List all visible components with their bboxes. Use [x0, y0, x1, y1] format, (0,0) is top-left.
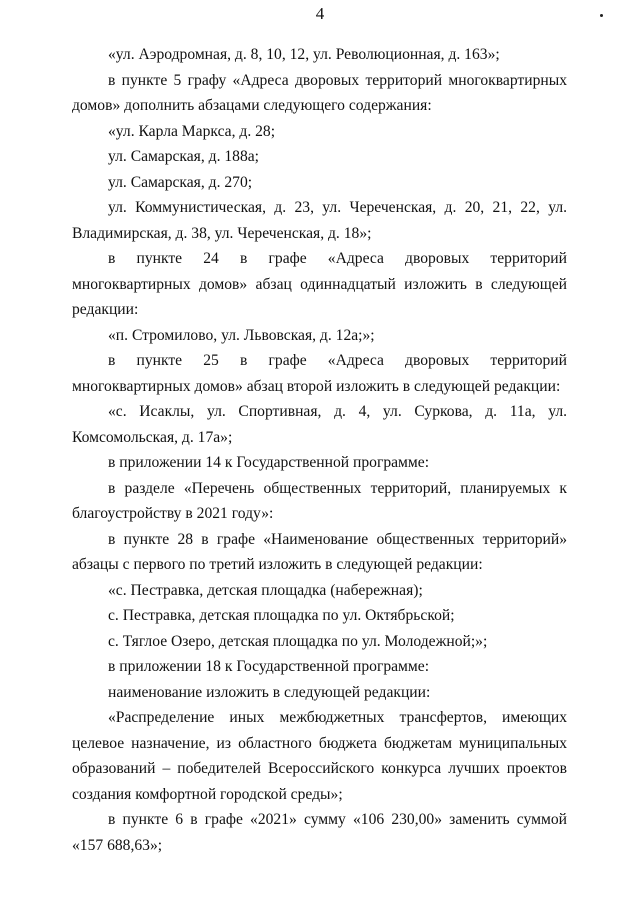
paragraph: «Распределение иных межбюджетных трансфертов, имеющих целевое назначение, из областного бюджета бюджетам муниципальных образований – победителей Всероссийского конкурса лучших проектов создания комфортной городской среды»;	[72, 709, 567, 803]
paragraph: в приложении 18 к Государственной программе:	[108, 658, 430, 675]
paragraph: ул. Самарская, д. 270;	[108, 173, 253, 191]
paragraph: в пункте 6 в графе «2021» сумму «106 230,00» заменить суммой «157 688,63»;	[72, 811, 567, 854]
paragraph: ул. Коммунистическая, д. 23, ул. Череченская, д. 20, 21, 22, ул. Владимирская, д. 38, ул. Череченская, д. 18»;	[72, 199, 567, 242]
paragraph: в пункте 28 в графе «Наименование общественных территорий» абзацы с первого по третий изложить в следующей редакции:	[72, 530, 567, 573]
page-number: 4	[315, 4, 325, 23]
paragraph: в пункте 25 в графе «Адреса дворовых территорий многоквартирных домов» абзац второй изложить в следующей редакции:	[72, 352, 567, 395]
paragraph: с. Пестравка, детская площадка по ул. Октябрьской;	[108, 607, 455, 624]
paragraph: в приложении 14 к Государственной программе:	[108, 454, 430, 471]
paragraph: «ул. Аэродромная, д. 8, 10, 12, ул. Революционная, д. 163»;	[108, 46, 500, 63]
paragraph: «с. Пестравка, детская площадка (набережная);	[108, 581, 423, 599]
document-body	[72, 42, 567, 858]
paragraph: «п. Стромилово, ул. Львовская, д. 12а;»;	[108, 326, 375, 344]
paragraph: ул. Самарская, д. 188а;	[108, 148, 260, 165]
scan-speck	[600, 14, 603, 17]
paragraph: с. Тяглое Озеро, детская площадка по ул. Молодежной;»;	[108, 632, 488, 650]
paragraph: «ул. Карла Маркса, д. 28;	[108, 122, 276, 140]
paragraph: в пункте 5 графу «Адреса дворовых территорий многоквартирных домов» дополнить абзацами следующего содержания:	[72, 71, 567, 114]
paragraph: «с. Исаклы, ул. Спортивная, д. 4, ул. Суркова, д. 11а, ул. Комсомольская, д. 17а»;	[72, 403, 567, 446]
paragraph: наименование изложить в следующей редакции:	[108, 683, 431, 701]
paragraph: в пункте 24 в графе «Адреса дворовых территорий многоквартирных домов» абзац одиннадцатый изложить в следующей редакции:	[72, 250, 567, 318]
paragraph: в разделе «Перечень общественных территорий, планируемых к благоустройству в 2021 году»:	[72, 479, 567, 522]
